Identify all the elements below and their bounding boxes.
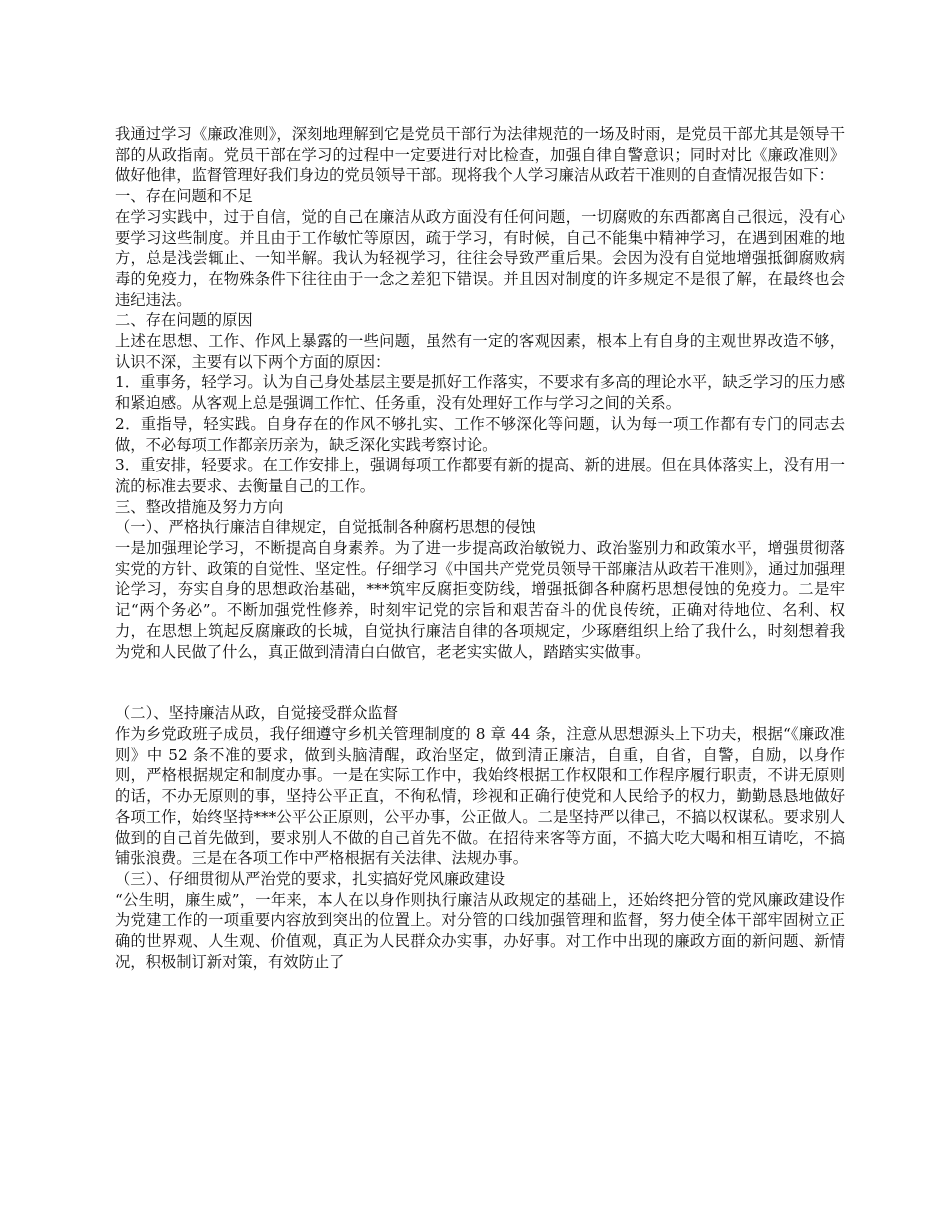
section-3-heading: 三、整改措施及努力方向 [115,497,284,516]
document-body [115,124,845,972]
section-2-item-1: 1．重事务，轻学习。认为自己身处基层主要是抓好工作落实，不要求有多高的理论水平，缺乏学习的压力感和紧迫感。从客观上总是强调工作忙、任务重，没有处理好工作与学习之间的关系。 [115,373,845,413]
section-2-heading: 二、存在问题的原因 [115,311,253,330]
section-1-paragraph: 在学习实践中，过于自信，觉的自己在廉洁从政方面没有任何问题，一切腐败的东西都离自己很远，没有心要学习这些制度。并且由于工作敏忙等原因，疏于学习，有时候，自己不能集中精神学习，在遇到困难的地方，总是浅尝辄止、一知半解。我认为轻视学习，往往会导致严重后果。会因为没有自觉地增强抵御腐败病毒的免疫力，在物殊条件下往往由于一念之差犯下错误。并且因对制度的许多规定不是很了解，在最终也会违纪违法。 [115,207,845,309]
section-1-heading: 一、存在问题和不足 [115,187,253,206]
section-2-item-2: 2．重指导，轻实践。自身存在的作风不够扎实、工作不够深化等问题，认为每一项工作都有专门的同志去做，不必每项工作都亲历亲为，缺乏深化实践考察讨论。 [115,414,845,454]
intro-paragraph: 我通过学习《廉政准则》，深刻地理解到它是党员干部行为法律规范的一场及时雨，是党员干部尤其是领导干部的从政指南。党员干部在学习的过程中一定要进行对比检查，加强自律自警意识；同时对比《廉政准则》做好他律，监督管理好我们身边的党员领导干部。现将我个人学习廉洁从政若干准则的自查情况报告如下： [115,125,845,185]
subsection-3-heading: （三）、仔细贯彻从严治党的要求，扎实搞好党风廉政建设 [115,869,506,888]
subsection-2-paragraph: 作为乡党政班子成员，我仔细遵守乡机关管理制度的 8 章 44 条，注意从思想源头上下功夫，根据“《廉政准则》中 52 条不准的要求，做到头脑清醒，政治坚定，做到清正廉洁，自重，自省，自警，自励，以身作则，严格根据规定和制度办事。一是在实际工作中，我始终根据工作权限和工作程序履行职责，不讲无原则的话，不办无原则的事，坚持公平正直，不徇私情，珍视和正确行使党和人民给予的权力，勤勤恳恳地做好各项工作，始终坚持***公平公正原则，公平办事，公正做人。二是坚持严以律己，不搞以权谋私。要求别人做到的自己首先做到，要求别人不做的自己首先不做。在招待来客等方面，不搞大吃大喝和相互请吃，不搞铺张浪费。三是在各项工作中严格根据有关法律、法规办事。 [115,724,845,868]
subsection-2-heading: （二）、坚持廉洁从政，自觉接受群众监督 [115,704,398,723]
subsection-3-paragraph: “公生明，廉生威”，一年来，本人在以身作则执行廉洁从政规定的基础上，还始终把分管的党风廉政建设作为党建工作的一项重要内容放到突出的位置上。对分管的口线加强管理和监督，努力使全体干部牢固树立正确的世界观、人生观、价值观，真正为人民群众办实事，办好事。对工作中出现的廉政方面的新问题、新情况，积极制订新对策，有效防止了 [115,890,845,971]
section-2-item-3: 3．重安排，轻要求。在工作安排上，强调每项工作都要有新的提高、新的进展。但在具体落实上，没有用一流的标准去要求、去衡量自己的工作。 [115,456,845,495]
blank-spacer [115,662,845,703]
section-2-paragraph: 上述在思想、工作、作风上暴露的一些问题，虽然有一定的客观因素，根本上有自身的主观世界改造不够，认识不深，主要有以下两个方面的原因： [115,332,845,371]
subsection-1-heading: （一）、严格执行廉洁自律规定，自觉抵制各种腐朽思想的侵蚀 [115,518,536,537]
subsection-1-paragraph: 一是加强理论学习，不断提高自身素养。为了进一步提高政治敏锐力、政治鉴别力和政策水平，增强贯彻落实党的方针、政策的自觉性、坚定性。仔细学习《中国共产党党员领导干部廉洁从政若干准则》，通过加强理论学习，夯实自身的思想政治基础，***筑牢反腐拒变防线，增强抵御各种腐朽思想侵蚀的免疫力。二是牢记“两个务必”。不断加强党性修养，时刻牢记党的宗旨和艰苦奋斗的优良传统，正确对待地位、名利、权力，在思想上筑起反腐廉政的长城，自觉执行廉洁自律的各项规定，少琢磨组织上给了我什么，时刻想着我为党和人民做了什么，真正做到清清白白做官，老老实实做人，踏踏实实做事。 [115,539,845,661]
